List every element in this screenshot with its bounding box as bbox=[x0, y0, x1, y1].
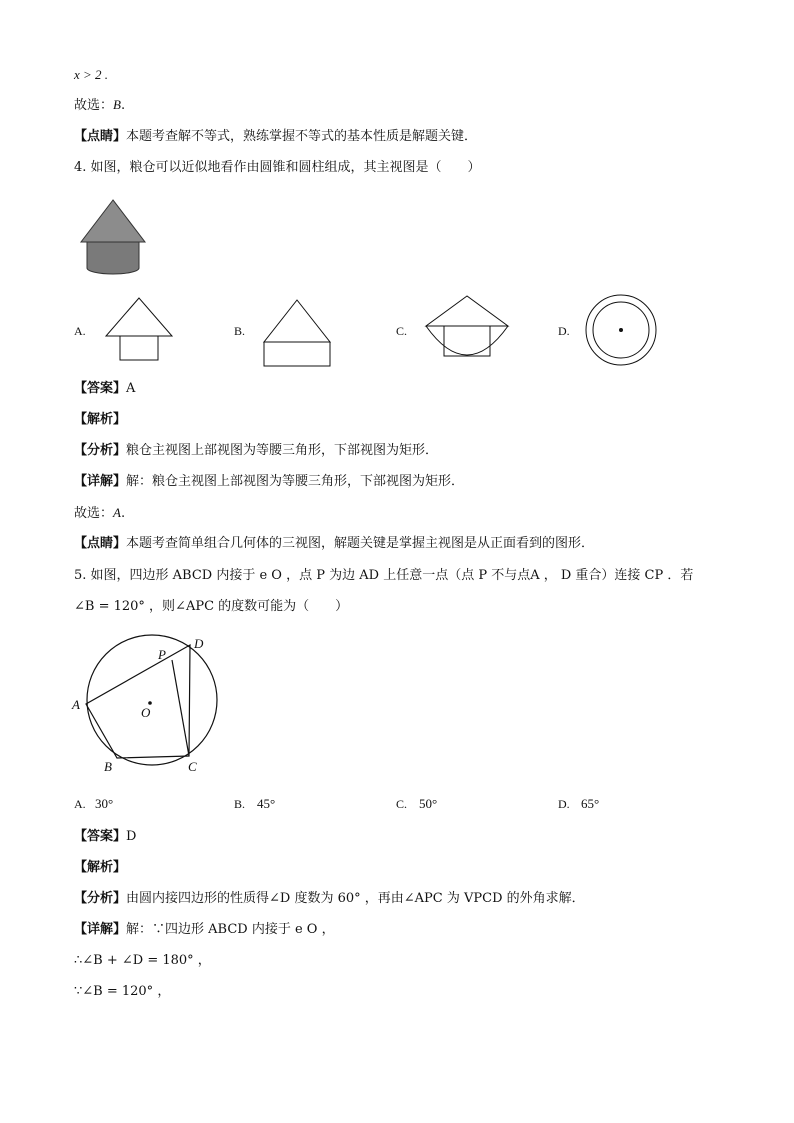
label-a: A bbox=[72, 697, 80, 712]
q5-option-b-label[interactable]: B. bbox=[234, 797, 246, 811]
q4-answer-tag: 【答案】 bbox=[74, 381, 127, 396]
q4-option-c-figure[interactable] bbox=[424, 294, 510, 368]
q4-option-b-figure[interactable] bbox=[262, 298, 332, 368]
q5-answer-tag: 【答案】 bbox=[74, 829, 127, 844]
segment-cp bbox=[172, 660, 189, 756]
q5-option-c-label[interactable]: C. bbox=[396, 797, 408, 811]
q4-answer-line bbox=[74, 380, 135, 398]
q5-circle-figure bbox=[70, 630, 230, 780]
q5-xiangjie: 解：∵四边形 ABCD 内接于 e O ， bbox=[126, 922, 335, 937]
granary-cylinder bbox=[87, 242, 139, 268]
q4-option-c-label[interactable]: C. bbox=[396, 324, 408, 338]
q5-answer-line bbox=[74, 828, 136, 846]
q4-stem: 4. 如图，粮仓可以近似地看作由圆锥和圆柱组成，其主视图是（ ） bbox=[74, 160, 481, 175]
q4-option-b-label[interactable]: B. bbox=[234, 324, 246, 338]
choice-value: B bbox=[113, 97, 121, 112]
choice-prefix: 故选： bbox=[74, 98, 114, 113]
comment-line bbox=[74, 128, 477, 146]
q5-option-a-label[interactable]: A. bbox=[74, 797, 86, 811]
label-o: O bbox=[141, 705, 151, 720]
q4-xiangjie-line bbox=[74, 473, 464, 491]
inequality-result: x > 2 . bbox=[74, 67, 109, 82]
granary-figure bbox=[78, 198, 150, 280]
q4-choice-suffix: . bbox=[120, 506, 126, 521]
q5-xiangjie-tag: 【详解】 bbox=[74, 922, 127, 937]
q5-fenxi-line bbox=[74, 890, 585, 908]
q4-analysis-tag: 【解析】 bbox=[74, 412, 127, 427]
tag-comment: 【点睛】 bbox=[74, 129, 127, 144]
granary-cone bbox=[81, 200, 145, 242]
q5-fenxi-tag: 【分析】 bbox=[74, 891, 127, 906]
label-b: B bbox=[104, 759, 112, 774]
q4-fenxi: 粮仓主视图上部视图为等腰三角形，下部视图为矩形． bbox=[126, 443, 439, 458]
q4-fenxi-line bbox=[74, 442, 438, 460]
q5-step2: ∵∠B = 120° ， bbox=[74, 984, 171, 999]
q4-dianjing-tag: 【点睛】 bbox=[74, 536, 127, 551]
q5-stem-line1: 5. 如图，四边形 ABCD 内接于 e O ，点 P 为边 AD 上任意一点（点 P 不与点A ， D 重合）连接 CP ．若 bbox=[74, 568, 694, 583]
q5-stem-line2: ∠B = 120° ，则∠APC 的度数可能为（ ） bbox=[74, 599, 349, 614]
comment-text: 本题考查解不等式，熟练掌握不等式的基本性质是解题关键． bbox=[126, 129, 478, 144]
q4-option-a-label[interactable]: A. bbox=[74, 324, 86, 338]
label-c: C bbox=[188, 759, 197, 774]
label-p: P bbox=[158, 647, 166, 662]
q4-dianjing-line bbox=[74, 535, 594, 553]
q4-choice-prefix: 故选： bbox=[74, 506, 114, 521]
q4-answer: A bbox=[126, 381, 136, 396]
q5-analysis-tag: 【解析】 bbox=[74, 860, 127, 875]
q5-option-d-text[interactable]: 65° bbox=[581, 796, 600, 811]
q5-option-c-text[interactable]: 50° bbox=[419, 796, 438, 811]
q5-option-a-text[interactable]: 30° bbox=[95, 796, 114, 811]
q4-fenxi-tag: 【分析】 bbox=[74, 443, 127, 458]
choice-suffix: . bbox=[120, 98, 126, 113]
circle-o bbox=[87, 635, 217, 765]
q5-answer: D bbox=[126, 829, 137, 844]
q4-dianjing: 本题考查简单组合几何体的三视图，解题关键是掌握主视图是从正面看到的图形． bbox=[126, 536, 595, 551]
q4-option-a-figure[interactable] bbox=[104, 296, 174, 366]
q4-choice-line bbox=[74, 504, 125, 523]
q4-option-d-label[interactable]: D. bbox=[558, 324, 570, 338]
q4-xiangjie-tag: 【详解】 bbox=[74, 474, 127, 489]
q5-fenxi: 由圆内接四边形的性质得∠D 度数为 60° ，再由∠APC 为 VPCD 的外角求解． bbox=[126, 891, 585, 906]
q4-option-d-figure[interactable] bbox=[584, 294, 660, 370]
q5-option-b-text[interactable]: 45° bbox=[257, 796, 276, 811]
q4-choice-value: A bbox=[113, 505, 121, 520]
q5-step1: ∴∠B + ∠D = 180° ， bbox=[74, 953, 211, 968]
q5-option-d-label[interactable]: D. bbox=[558, 797, 570, 811]
choice-line bbox=[74, 96, 125, 115]
q4-xiangjie: 解：粮仓主视图上部视图为等腰三角形，下部视图为矩形． bbox=[126, 474, 465, 489]
label-d: D bbox=[194, 636, 204, 651]
q5-xiangjie-line bbox=[74, 921, 335, 939]
